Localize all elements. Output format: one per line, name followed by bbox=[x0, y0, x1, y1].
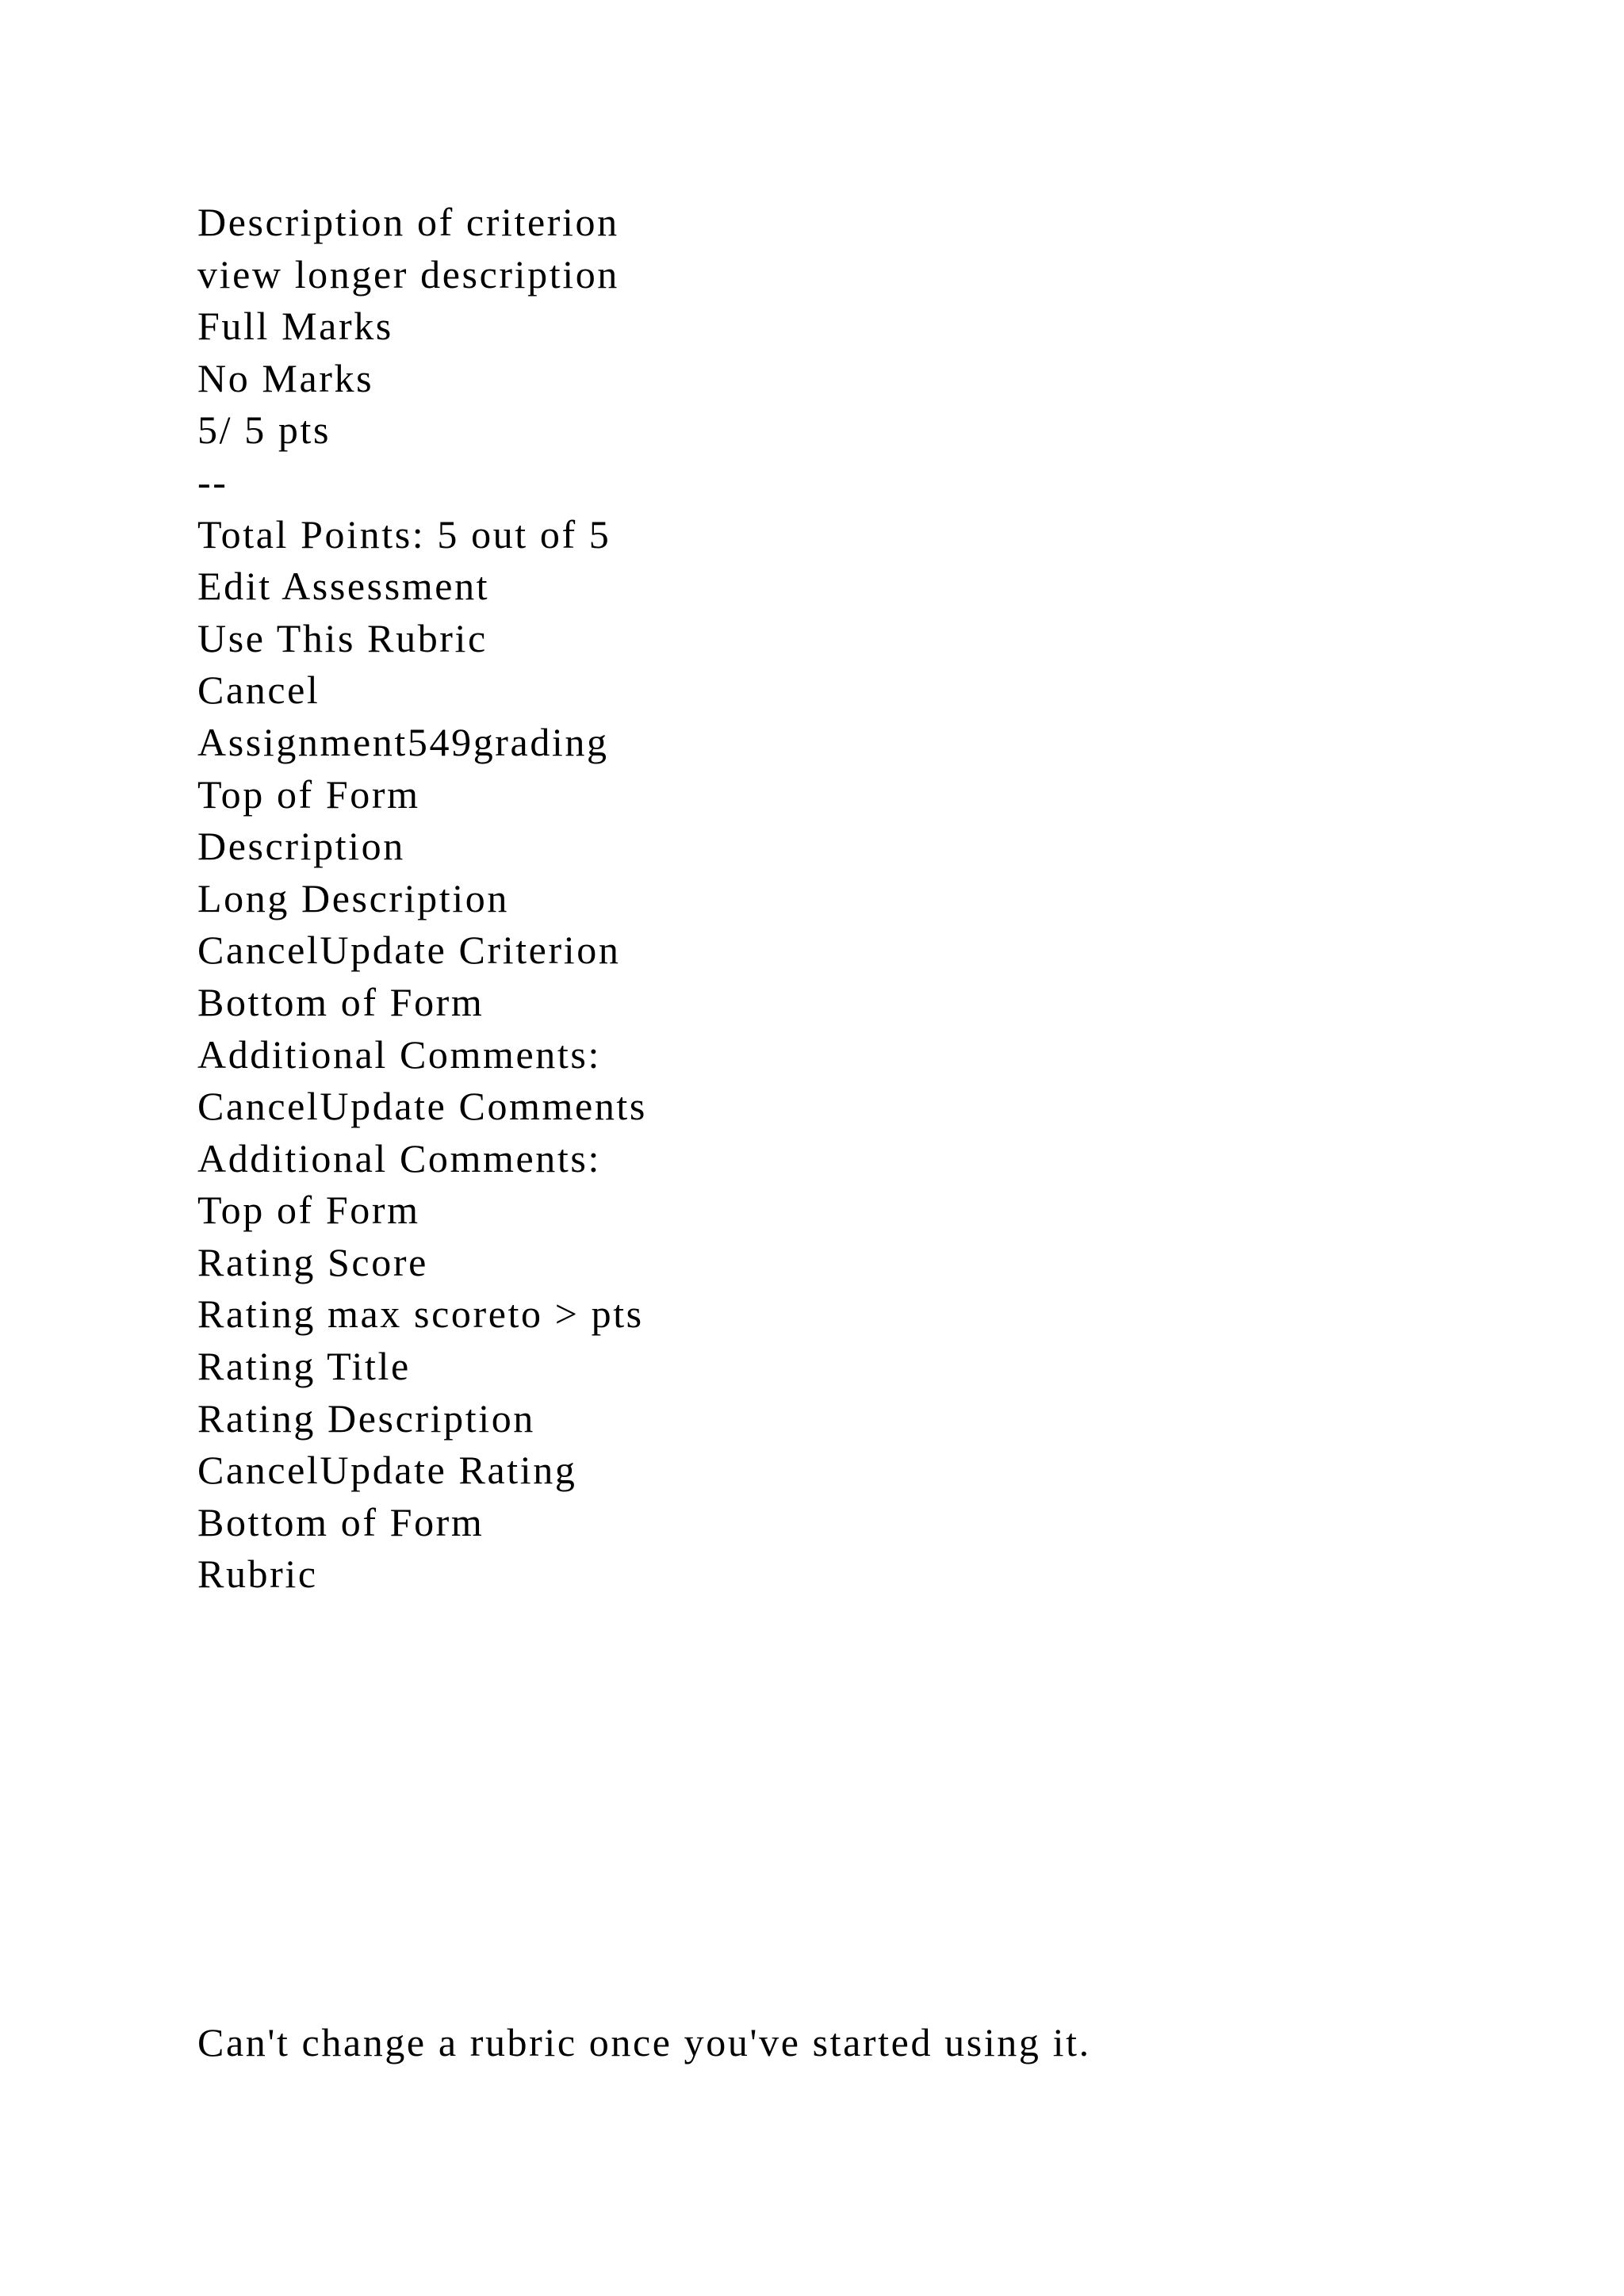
rubric-lock-note: Can't change a rubric once you've started using it. bbox=[197, 2020, 1091, 2064]
top-of-form-text: Top of Form bbox=[197, 771, 420, 817]
no-marks-text: No Marks bbox=[197, 355, 374, 400]
text-lines bbox=[197, 197, 647, 1601]
view-longer-description-link: view longer description bbox=[197, 251, 619, 297]
assignment-grading-text: Assignment549grading bbox=[197, 719, 609, 764]
full-marks-text: Full Marks bbox=[197, 304, 393, 349]
description-label: Description bbox=[197, 824, 405, 869]
cancel-text: Cancel bbox=[197, 668, 320, 713]
use-this-rubric-text: Use This Rubric bbox=[197, 615, 488, 660]
rating-description-label: Rating Description bbox=[197, 1395, 535, 1441]
separator-text: -- bbox=[197, 459, 228, 504]
rubric-heading: Rubric bbox=[197, 1552, 318, 1597]
rating-title-label: Rating Title bbox=[197, 1344, 411, 1389]
additional-comments-label-2: Additional Comments: bbox=[197, 1135, 601, 1181]
edit-assessment-text: Edit Assessment bbox=[197, 564, 490, 609]
bottom-of-form-text-2: Bottom of Form bbox=[197, 1499, 485, 1544]
points-text: 5/ 5 pts bbox=[197, 408, 331, 453]
total-points-text: Total Points: 5 out of 5 bbox=[197, 511, 611, 557]
cancel-update-criterion-text: CancelUpdate Criterion bbox=[197, 928, 621, 973]
criterion-description-text: Description of criterion bbox=[197, 200, 619, 244]
top-of-form-text-2: Top of Form bbox=[197, 1188, 420, 1233]
long-description-label: Long Description bbox=[197, 875, 509, 920]
rating-score-label: Rating Score bbox=[197, 1239, 428, 1284]
cancel-update-rating-text: CancelUpdate Rating bbox=[197, 1448, 577, 1493]
additional-comments-label: Additional Comments: bbox=[197, 1031, 601, 1077]
rating-max-score-label: Rating max scoreto > pts bbox=[197, 1292, 644, 1337]
bottom-of-form-text: Bottom of Form bbox=[197, 979, 485, 1024]
cancel-update-comments-text: CancelUpdate Comments bbox=[197, 1084, 647, 1129]
